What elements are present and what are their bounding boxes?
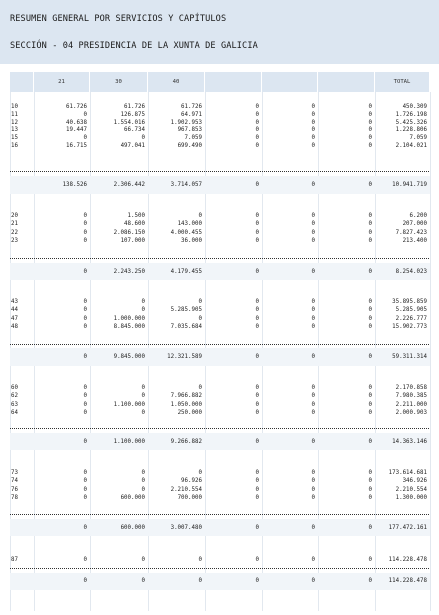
table-cell: 0 bbox=[83, 478, 87, 485]
table-cell: 2.086.150 bbox=[113, 229, 145, 236]
table-cell: 0 bbox=[311, 238, 315, 245]
row-code: 76 bbox=[11, 486, 18, 493]
column-header: 40 bbox=[148, 72, 205, 92]
subtotal-cell: 0 bbox=[368, 525, 372, 531]
row-code: 23 bbox=[11, 238, 18, 245]
subtotal-cell: 0 bbox=[83, 439, 87, 445]
subtotal-cell: 0 bbox=[311, 354, 315, 360]
table-cell: 0 bbox=[368, 385, 372, 391]
row-code: 73 bbox=[11, 470, 18, 476]
table-cell: 0 bbox=[311, 127, 315, 134]
table-cell: 61.726 bbox=[181, 104, 202, 110]
table-cell: 40.638 bbox=[66, 119, 87, 126]
table-cell: 0 bbox=[311, 299, 315, 305]
table-cell: 36.000 bbox=[181, 238, 202, 245]
table-cell: 0 bbox=[198, 470, 202, 476]
table-cell: 0 bbox=[311, 410, 315, 417]
table-cell: 5.285.905 bbox=[395, 307, 427, 314]
table-cell: 0 bbox=[255, 486, 259, 493]
table-cell: 0 bbox=[141, 410, 145, 417]
table-cell: 0 bbox=[368, 401, 372, 408]
report-section: SECCIÓN - 04 PRESIDENCIA DE LA XUNTA DE GALICIA bbox=[10, 41, 258, 51]
table-cell: 0 bbox=[255, 495, 259, 502]
table-cell: 173.614.681 bbox=[388, 470, 427, 476]
table-cell: 0 bbox=[368, 324, 372, 331]
table-cell: 19.447 bbox=[66, 127, 87, 134]
subtotal-cell: 0 bbox=[198, 578, 202, 584]
table-cell: 0 bbox=[368, 307, 372, 314]
table-cell: 0 bbox=[83, 393, 87, 400]
table-cell: 0 bbox=[311, 470, 315, 476]
table-cell: 600.000 bbox=[120, 495, 145, 502]
table-cell: 126.875 bbox=[120, 111, 145, 118]
table-cell: 0 bbox=[83, 111, 87, 118]
subtotal-cell: 9.266.882 bbox=[170, 439, 202, 445]
table-cell: 0 bbox=[311, 135, 315, 142]
table-cell: 0 bbox=[255, 127, 259, 134]
subtotal-cell: 177.472.161 bbox=[388, 525, 427, 531]
table-cell: 0 bbox=[368, 143, 372, 149]
table-cell: 0 bbox=[368, 557, 372, 563]
table-cell: 0 bbox=[83, 324, 87, 331]
row-code: 63 bbox=[11, 401, 18, 408]
subtotal-cell: 0 bbox=[83, 354, 87, 360]
table-cell: 250.000 bbox=[177, 410, 202, 417]
table-cell: 1.000.000 bbox=[113, 315, 145, 322]
subtotal-cell: 0 bbox=[368, 354, 372, 360]
table-cell: 0 bbox=[368, 495, 372, 502]
table-cell: 0 bbox=[83, 410, 87, 417]
table-cell: 0 bbox=[198, 315, 202, 322]
table-cell: 0 bbox=[83, 213, 87, 219]
report-title: RESUMEN GENERAL POR SERVICIOS Y CAPÍTULOS bbox=[10, 14, 227, 24]
table-cell: 213.400 bbox=[402, 238, 427, 245]
table-cell: 0 bbox=[255, 315, 259, 322]
table-cell: 2.170.858 bbox=[395, 385, 427, 391]
row-code: 78 bbox=[11, 495, 18, 502]
table-cell: 1.100.000 bbox=[113, 401, 145, 408]
table-cell: 6.200 bbox=[409, 213, 427, 219]
table-cell: 0 bbox=[368, 213, 372, 219]
subtotal-cell: 9.845.000 bbox=[113, 354, 145, 360]
table-cell: 7.059 bbox=[409, 135, 427, 142]
table-cell: 1.300.000 bbox=[395, 495, 427, 502]
table-cell: 0 bbox=[141, 557, 145, 563]
subtotal-separator bbox=[10, 514, 429, 515]
row-code: 48 bbox=[11, 324, 18, 331]
subtotal-cell: 0 bbox=[311, 525, 315, 531]
row-code: 10 bbox=[11, 104, 18, 110]
table-cell: 0 bbox=[83, 307, 87, 314]
subtotal-cell: 600.000 bbox=[120, 525, 145, 531]
table-cell: 1.228.806 bbox=[395, 127, 427, 134]
table-cell: 0 bbox=[255, 385, 259, 391]
row-code: 13 bbox=[11, 127, 18, 134]
table-cell: 0 bbox=[83, 470, 87, 476]
column-header bbox=[318, 72, 375, 92]
table-cell: 48.600 bbox=[124, 221, 145, 228]
table-cell: 0 bbox=[368, 486, 372, 493]
table-cell: 0 bbox=[368, 104, 372, 110]
row-code: 16 bbox=[11, 143, 18, 149]
subtotal-separator bbox=[10, 568, 429, 569]
table-cell: 0 bbox=[368, 393, 372, 400]
subtotal-cell: 0 bbox=[255, 269, 259, 275]
row-code: 20 bbox=[11, 213, 18, 219]
table-cell: 0 bbox=[311, 393, 315, 400]
table-cell: 0 bbox=[141, 393, 145, 400]
table-cell: 0 bbox=[255, 135, 259, 142]
subtotal-cell: 2.306.442 bbox=[113, 182, 145, 188]
row-code: 87 bbox=[11, 557, 18, 563]
subtotal-cell: 8.254.023 bbox=[395, 269, 427, 275]
column-header: 21 bbox=[34, 72, 90, 92]
subtotal-cell: 0 bbox=[368, 182, 372, 188]
subtotal-cell: 0 bbox=[311, 182, 315, 188]
table-cell: 0 bbox=[255, 557, 259, 563]
table-cell: 0 bbox=[141, 385, 145, 391]
subtotal-cell: 0 bbox=[311, 269, 315, 275]
table-cell: 0 bbox=[83, 495, 87, 502]
table-cell: 0 bbox=[198, 385, 202, 391]
subtotal-separator bbox=[10, 258, 429, 259]
table-cell: 0 bbox=[141, 486, 145, 493]
table-cell: 0 bbox=[141, 307, 145, 314]
subtotal-cell: 114.228.478 bbox=[388, 578, 427, 584]
table-cell: 0 bbox=[141, 135, 145, 142]
table-cell: 16.715 bbox=[66, 143, 87, 149]
subtotal-cell: 138.526 bbox=[62, 182, 87, 188]
table-cell: 0 bbox=[368, 410, 372, 417]
table-cell: 1.050.000 bbox=[170, 401, 202, 408]
table-cell: 0 bbox=[255, 213, 259, 219]
table-cell: 1.500 bbox=[127, 213, 145, 219]
table-cell: 0 bbox=[368, 470, 372, 476]
table-cell: 0 bbox=[311, 315, 315, 322]
table-cell: 0 bbox=[255, 324, 259, 331]
table-cell: 0 bbox=[311, 385, 315, 391]
subtotal-cell: 0 bbox=[83, 269, 87, 275]
table-cell: 0 bbox=[255, 119, 259, 126]
subtotal-cell: 0 bbox=[368, 439, 372, 445]
table-cell: 497.041 bbox=[120, 143, 145, 149]
table-cell: 0 bbox=[255, 229, 259, 236]
table-cell: 0 bbox=[141, 299, 145, 305]
table-cell: 0 bbox=[255, 299, 259, 305]
subtotal-separator bbox=[10, 171, 429, 172]
table-cell: 5.425.326 bbox=[395, 119, 427, 126]
table-cell: 0 bbox=[83, 229, 87, 236]
table-cell: 64.971 bbox=[181, 111, 202, 118]
table-cell: 0 bbox=[141, 470, 145, 476]
table-cell: 7.980.385 bbox=[395, 393, 427, 400]
column-header: 30 bbox=[90, 72, 148, 92]
table-cell: 0 bbox=[368, 478, 372, 485]
table-cell: 450.309 bbox=[402, 104, 427, 110]
row-code: 11 bbox=[11, 111, 18, 118]
row-code: 60 bbox=[11, 385, 18, 391]
table-cell: 15.902.773 bbox=[392, 324, 427, 331]
grid-line bbox=[430, 92, 431, 611]
table-cell: 0 bbox=[368, 221, 372, 228]
table-cell: 0 bbox=[198, 213, 202, 219]
table-cell: 7.059 bbox=[184, 135, 202, 142]
subtotal-cell: 3.007.480 bbox=[170, 525, 202, 531]
row-code: 15 bbox=[11, 135, 18, 142]
table-cell: 0 bbox=[255, 104, 259, 110]
table-cell: 699.490 bbox=[177, 143, 202, 149]
table-cell: 2.210.554 bbox=[170, 486, 202, 493]
table-cell: 2.210.554 bbox=[395, 486, 427, 493]
table-cell: 61.726 bbox=[66, 104, 87, 110]
table-cell: 0 bbox=[311, 324, 315, 331]
subtotal-cell: 2.243.250 bbox=[113, 269, 145, 275]
table-cell: 0 bbox=[311, 143, 315, 149]
table-cell: 1.554.016 bbox=[113, 119, 145, 126]
table-cell: 7.827.423 bbox=[395, 229, 427, 236]
table-cell: 0 bbox=[255, 143, 259, 149]
table-cell: 0 bbox=[311, 221, 315, 228]
subtotal-cell: 0 bbox=[311, 578, 315, 584]
row-code: 43 bbox=[11, 299, 18, 305]
table-cell: 0 bbox=[83, 315, 87, 322]
table-cell: 0 bbox=[255, 410, 259, 417]
table-cell: 0 bbox=[311, 213, 315, 219]
table-cell: 8.845.000 bbox=[113, 324, 145, 331]
table-cell: 0 bbox=[255, 238, 259, 245]
table-cell: 7.966.882 bbox=[170, 393, 202, 400]
subtotal-cell: 0 bbox=[255, 578, 259, 584]
table-cell: 967.853 bbox=[177, 127, 202, 134]
table-cell: 0 bbox=[198, 557, 202, 563]
column-header bbox=[10, 72, 34, 92]
table-cell: 0 bbox=[311, 229, 315, 236]
table-cell: 2.000.903 bbox=[395, 410, 427, 417]
table-cell: 0 bbox=[368, 238, 372, 245]
table-cell: 0 bbox=[198, 299, 202, 305]
subtotal-cell: 10.941.719 bbox=[392, 182, 427, 188]
row-code: 12 bbox=[11, 119, 18, 126]
column-header bbox=[262, 72, 318, 92]
subtotal-cell: 0 bbox=[311, 439, 315, 445]
subtotal-cell: 0 bbox=[83, 578, 87, 584]
table-cell: 346.926 bbox=[402, 478, 427, 485]
table-cell: 4.000.455 bbox=[170, 229, 202, 236]
subtotal-cell: 3.714.057 bbox=[170, 182, 202, 188]
table-cell: 0 bbox=[368, 315, 372, 322]
subtotal-cell: 1.100.000 bbox=[113, 439, 145, 445]
subtotal-separator bbox=[10, 428, 429, 429]
table-cell: 0 bbox=[255, 221, 259, 228]
subtotal-cell: 0 bbox=[255, 354, 259, 360]
table-cell: 0 bbox=[311, 307, 315, 314]
table-cell: 61.726 bbox=[124, 104, 145, 110]
table-cell: 0 bbox=[83, 401, 87, 408]
table-cell: 700.000 bbox=[177, 495, 202, 502]
table-cell: 207.000 bbox=[402, 221, 427, 228]
table-cell: 1.902.953 bbox=[170, 119, 202, 126]
table-cell: 0 bbox=[255, 470, 259, 476]
table-cell: 0 bbox=[141, 478, 145, 485]
row-code: 64 bbox=[11, 410, 18, 417]
table-cell: 2.226.777 bbox=[395, 315, 427, 322]
table-cell: 0 bbox=[368, 299, 372, 305]
table-cell: 0 bbox=[83, 385, 87, 391]
table-cell: 0 bbox=[311, 111, 315, 118]
subtotal-cell: 0 bbox=[83, 525, 87, 531]
table-cell: 0 bbox=[255, 401, 259, 408]
table-cell: 0 bbox=[311, 478, 315, 485]
table-cell: 5.285.905 bbox=[170, 307, 202, 314]
table-cell: 0 bbox=[255, 307, 259, 314]
table-cell: 0 bbox=[83, 557, 87, 563]
table-cell: 0 bbox=[368, 119, 372, 126]
subtotal-cell: 0 bbox=[368, 578, 372, 584]
subtotal-cell: 0 bbox=[255, 439, 259, 445]
row-code: 62 bbox=[11, 393, 18, 400]
subtotal-cell: 0 bbox=[255, 525, 259, 531]
subtotal-cell: 4.179.455 bbox=[170, 269, 202, 275]
table-cell: 0 bbox=[255, 111, 259, 118]
table-cell: 143.000 bbox=[177, 221, 202, 228]
row-code: 22 bbox=[11, 229, 18, 236]
subtotal-cell: 0 bbox=[141, 578, 145, 584]
table-cell: 0 bbox=[311, 557, 315, 563]
subtotal-cell: 0 bbox=[255, 182, 259, 188]
subtotal-cell: 0 bbox=[368, 269, 372, 275]
row-code: 47 bbox=[11, 315, 18, 322]
column-header bbox=[205, 72, 262, 92]
table-cell: 114.228.478 bbox=[388, 557, 427, 563]
subtotal-separator bbox=[10, 344, 429, 345]
row-code: 74 bbox=[11, 478, 18, 485]
subtotal-cell: 59.311.314 bbox=[392, 354, 427, 360]
table-cell: 0 bbox=[368, 135, 372, 142]
table-cell: 0 bbox=[311, 495, 315, 502]
column-header: TOTAL bbox=[375, 72, 430, 92]
table-cell: 0 bbox=[368, 229, 372, 236]
table-cell: 0 bbox=[255, 478, 259, 485]
table-cell: 0 bbox=[83, 486, 87, 493]
row-code: 21 bbox=[11, 221, 18, 228]
table-cell: 2.104.021 bbox=[395, 143, 427, 149]
table-cell: 66.734 bbox=[124, 127, 145, 134]
table-cell: 7.035.684 bbox=[170, 324, 202, 331]
subtotal-cell: 14.363.146 bbox=[392, 439, 427, 445]
table-cell: 2.211.000 bbox=[395, 401, 427, 408]
table-cell: 0 bbox=[311, 104, 315, 110]
table-cell: 1.726.198 bbox=[395, 111, 427, 118]
table-cell: 0 bbox=[368, 111, 372, 118]
table-cell: 0 bbox=[255, 393, 259, 400]
table-cell: 0 bbox=[83, 238, 87, 245]
subtotal-cell: 12.321.589 bbox=[167, 354, 202, 360]
table-cell: 0 bbox=[311, 486, 315, 493]
table-cell: 0 bbox=[311, 401, 315, 408]
table-cell: 0 bbox=[83, 221, 87, 228]
table-cell: 0 bbox=[368, 127, 372, 134]
report-header bbox=[0, 0, 439, 64]
table-cell: 0 bbox=[83, 299, 87, 305]
table-cell: 107.000 bbox=[120, 238, 145, 245]
table-cell: 35.895.859 bbox=[392, 299, 427, 305]
table-cell: 96.926 bbox=[181, 478, 202, 485]
row-code: 44 bbox=[11, 307, 18, 314]
table-cell: 0 bbox=[311, 119, 315, 126]
table-cell: 0 bbox=[83, 135, 87, 142]
